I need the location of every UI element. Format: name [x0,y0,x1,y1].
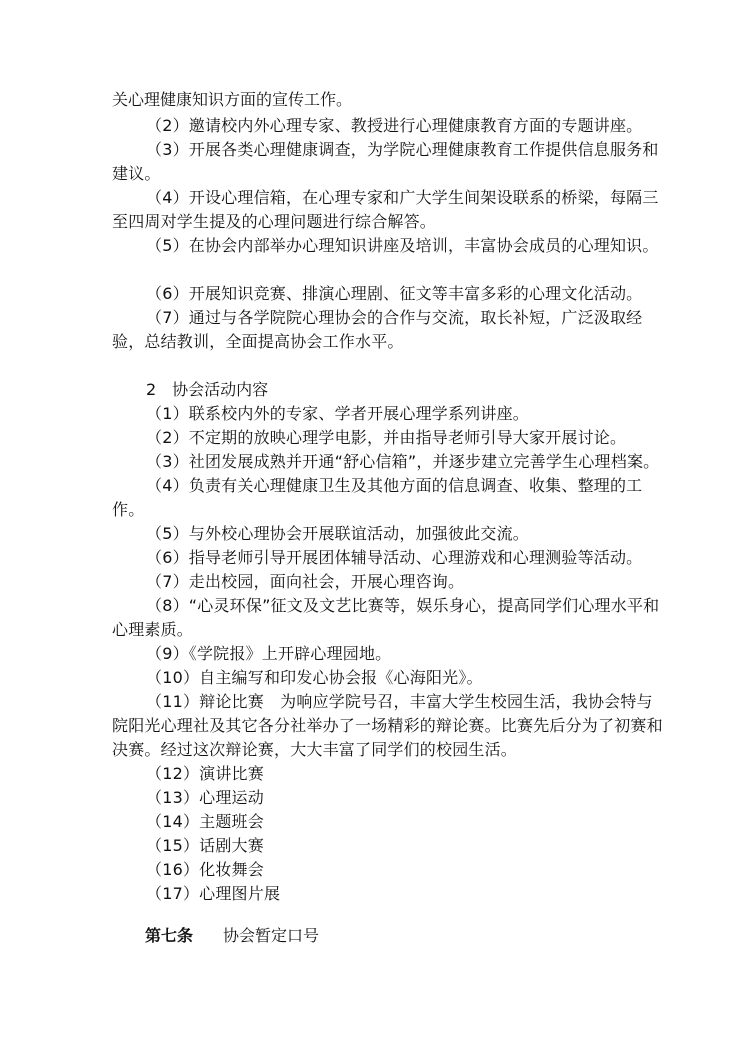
paragraph-item: （7）通过与各学院院心理协会的合作与交流，取长补短，广泛汲取经验，总结教训，全面提高协会工作水平。 [112,308,643,351]
activity-item: （8）“心灵环保”征文及文艺比赛等，娱乐身心，提高同学们心理水平和心理素质。 [112,596,660,639]
activity-item: （5）与外校心理协会开展联谊活动，加强彼此交流。 [146,524,529,543]
activity-item: （10）自主编写和印发心协会报《心海阳光》。 [146,668,483,687]
paragraph-line: 关心理健康知识方面的宣传工作。 [112,90,353,109]
activity-item: （11）辩论比赛 为响应学院号召，丰富大学生校园生活，我协会特与院阳光心理社及其它各分社举办了一场精彩的辩论赛。比赛先后分为了初赛和决赛。经过这次辩论赛，大大丰富了同学们的校园生活。 [112,692,663,759]
activity-item: （6）指导老师引导开展团体辅导活动、心理游戏和心理测验等活动。 [146,548,643,567]
activity-item: （4）负责有关心理健康卫生及其他方面的信息调查、收集、整理的工作。 [112,476,643,519]
activity-item: （12）演讲比赛 [146,764,264,783]
article-heading [145,924,319,948]
activity-item: （1）联系校内外的专家、学者开展心理学系列讲座。 [146,404,529,423]
activity-item: （3）社团发展成熟并开通“舒心信箱”，并逐步建立完善学生心理档案。 [146,452,660,471]
activity-item: （14）主题班会 [146,812,264,831]
activity-item: （9）《学院报》上开辟心理园地。 [146,644,392,663]
article-title-text: 协会暂定口号 [223,926,320,945]
activity-item: （16）化妆舞会 [146,860,264,879]
activity-item: （2）不定期的放映心理学电影，并由指导老师引导大家开展讨论。 [146,428,627,447]
paragraph-item: （6）开展知识竞赛、排演心理剧、征文等丰富多彩的心理文化活动。 [146,284,643,303]
activity-item: （7）走出校园，面向社会，开展心理咨询。 [146,572,465,591]
activity-item: （17）心理图片展 [146,884,281,903]
activity-item: （13）心理运动 [146,788,264,807]
activity-item: （15）话剧大赛 [146,836,264,855]
section-heading: 2 协会活动内容 [146,380,269,399]
paragraph-item: （2）邀请校内外心理专家、教授进行心理健康教育方面的专题讲座。 [146,116,643,135]
paragraph-item: （5）在协会内部举办心理知识讲座及培训，丰富协会成员的心理知识。 [146,236,659,255]
article-number: 第七条 [145,926,194,945]
paragraph-item: （4）开设心理信箱，在心理专家和广大学生间架设联系的桥梁，每隔三至四周对学生提及的心理问题进行综合解答。 [112,188,659,231]
paragraph-item: （3）开展各类心理健康调查，为学院心理健康教育工作提供信息服务和建议。 [112,140,659,183]
